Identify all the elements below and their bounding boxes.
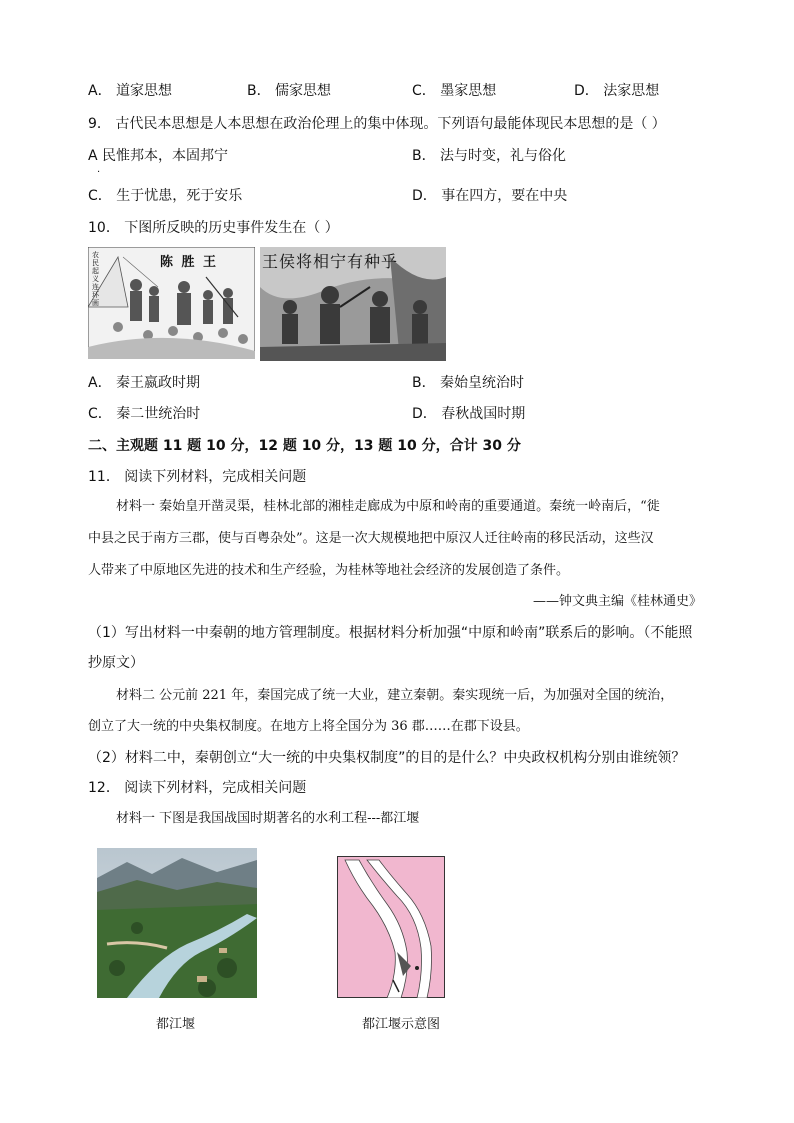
q9-option-a[interactable]: A 民惟邦本，本固邦宁	[88, 148, 229, 164]
q8-option-a[interactable]: A． 道家思想	[88, 83, 173, 99]
q11-material1-line1: 材料一 秦始皇开凿灵渠，桂林北部的湘桂走廊成为中原和岭南的重要通道。秦统一岭南后，“徙	[116, 499, 660, 514]
painting-title: 王侯将相宁有种乎	[262, 252, 399, 271]
q8-option-c[interactable]: C． 墨家思想	[412, 83, 497, 99]
q10-option-c[interactable]: C． 秦二世统治时	[88, 406, 201, 422]
q9-stem: 9． 古代民本思想是人本思想在政治伦理上的集中体现。下列语句最能体现民本思想的是（ ）	[88, 116, 666, 132]
q12-stem: 12． 阅读下列材料，完成相关问题	[88, 780, 307, 796]
dujiangyan-landscape	[97, 848, 257, 998]
dujiangyan-schematic-map	[337, 856, 445, 998]
comic-title: 陈 胜 王	[160, 255, 219, 270]
q11-question1-line1: （1）写出材料一中秦朝的地方管理制度。根据材料分析加强“中原和岭南”联系后的影响。（不能照	[88, 625, 693, 641]
q11-material2-line2: 创立了大一统的中央集权制度。在地方上将全国分为 36 郡……在郡下设县。	[88, 719, 529, 734]
comic-side-label: 农民起义连环画	[92, 251, 99, 307]
q12-material1: 材料一 下图是我国战国时期著名的水利工程---都江堰	[116, 811, 420, 826]
q9-option-b[interactable]: B． 法与时变，礼与俗化	[412, 148, 567, 164]
q9-option-d[interactable]: D． 事在四方，要在中央	[412, 188, 568, 204]
q10-option-d[interactable]: D． 春秋战国时期	[412, 406, 526, 422]
q8-option-d[interactable]: D． 法家思想	[574, 83, 660, 99]
caption-photo: 都江堰	[156, 1017, 196, 1032]
q8-option-b[interactable]: B． 儒家思想	[247, 83, 332, 99]
q11-question1-line2: 抄原文）	[88, 655, 144, 671]
q10-stem: 10． 下图所反映的历史事件发生在（ ）	[88, 220, 339, 236]
small-dot: ·	[97, 167, 101, 178]
q10-option-a[interactable]: A． 秦王嬴政时期	[88, 375, 201, 391]
caption-schematic: 都江堰示意图	[362, 1017, 441, 1032]
dujiangyan-photo	[97, 848, 257, 998]
q11-material1-line2: 中县之民于南方三郡，使与百粤杂处”。这是一次大规模地把中原汉人迁往岭南的移民活动，这些汉	[88, 531, 654, 546]
q11-material2-line1: 材料二 公元前 221 年，秦国完成了统一大业，建立秦朝。秦实现统一后，为加强对全国的统治，	[116, 688, 674, 703]
q11-material1-source: ——钟文典主编《桂林通史》	[532, 594, 702, 609]
q10-option-b[interactable]: B． 秦始皇统治时	[412, 375, 525, 391]
q11-question2: （2）材料二中，秦朝创立“大一统的中央集权制度”的目的是什么？中央政权机构分别由谁统领？	[88, 750, 686, 766]
uprising-painting-image	[260, 247, 446, 361]
schematic-drawing	[337, 856, 445, 998]
chen-sheng-comic-image	[88, 247, 255, 359]
section-2-heading: 二、主观题 11 题 10 分，12 题 10 分，13 题 10 分，合计 30 分	[88, 438, 521, 454]
q11-stem: 11． 阅读下列材料，完成相关问题	[88, 469, 307, 485]
q11-material1-line3: 人带来了中原地区先进的技术和生产经验，为桂林等地社会经济的发展创造了条件。	[88, 563, 570, 578]
q9-option-c[interactable]: C． 生于忧患，死于安乐	[88, 188, 243, 204]
